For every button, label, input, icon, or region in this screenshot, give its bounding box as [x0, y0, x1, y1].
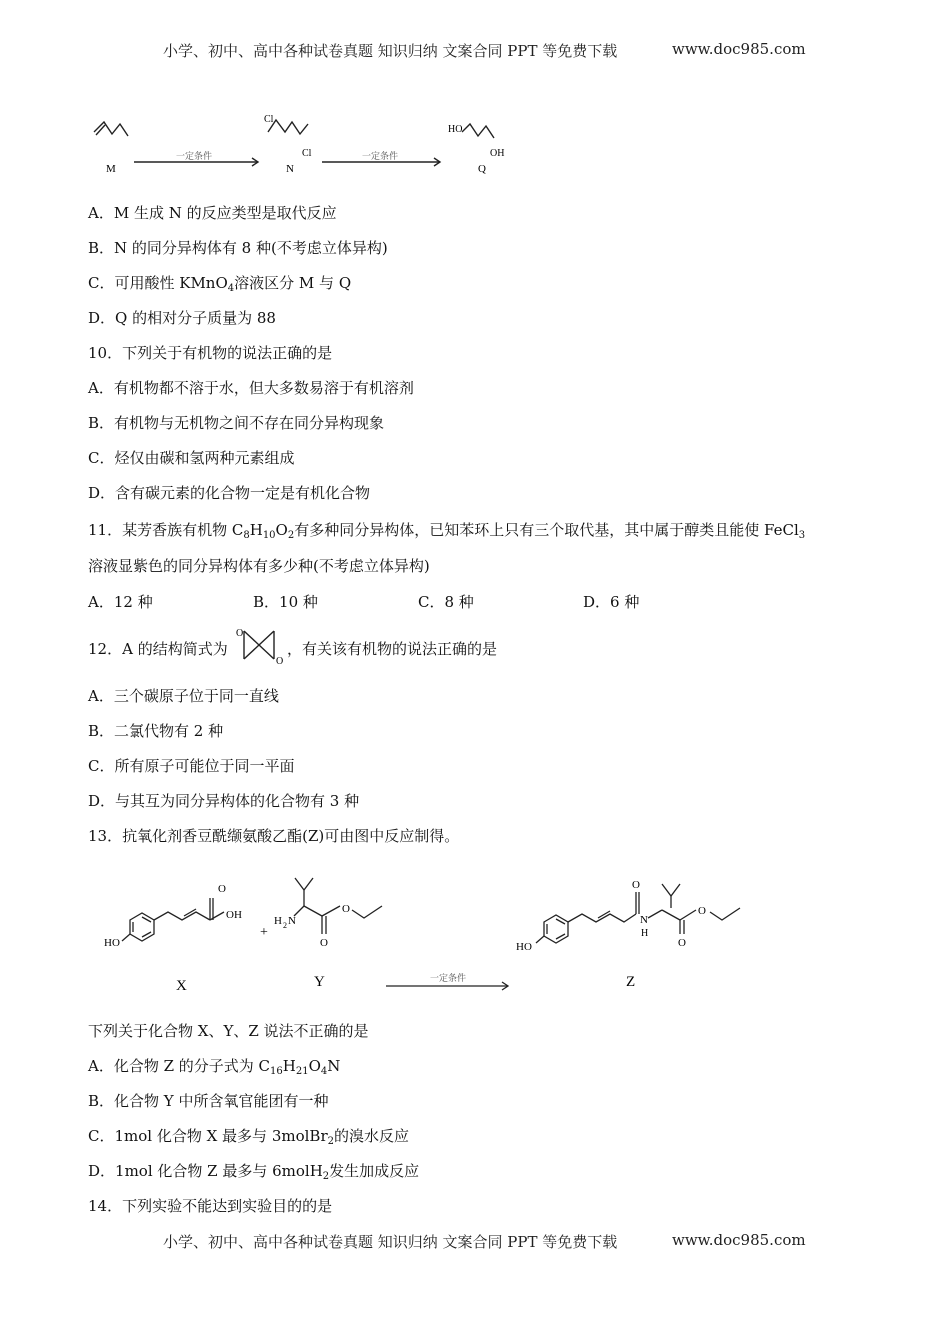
y-o2: O [342, 903, 350, 915]
q13-stem: 13．抗氧化剂香豆酰缬氨酸乙酯(Z)可由图中反应制得。 [88, 827, 460, 845]
arrow2-condition: 一定条件 [362, 151, 399, 161]
footer-text: 小学、初中、高中各种试卷真题 知识归纳 文案合同 PPT 等免费下载 [163, 1233, 618, 1251]
q13-d-post: 发生加成反应 [329, 1162, 420, 1180]
header-url[interactable]: www.doc985.com [672, 40, 806, 58]
q13-a-m2: O [308, 1057, 321, 1075]
q13-a-post: N [327, 1057, 341, 1075]
footer-url[interactable]: www.doc985.com [672, 1231, 806, 1249]
reaction-scheme-mnq [80, 110, 540, 185]
q14-stem: 14．下列实验不能达到实验目的的是 [88, 1197, 333, 1215]
label-ho: HO [448, 124, 463, 135]
q11-option-b: B．10 种 [253, 593, 318, 611]
q12-structure [234, 622, 286, 668]
q13-a-m1: H [282, 1057, 296, 1075]
q12-stem-pre: 12．A 的结构简式为 [88, 640, 228, 658]
q11-s1b: H [249, 521, 263, 539]
q11-sub3: 2 [287, 530, 295, 541]
q13-arrow-condition: 一定条件 [430, 973, 467, 983]
x-o: O [218, 883, 226, 895]
z-ho: HO [516, 941, 532, 953]
q10-option-a: A．有机物都不溶于水，但大多数易溶于有机溶剂 [88, 379, 414, 397]
label-x: X [176, 978, 187, 994]
q11-stem-line1 [88, 520, 805, 540]
m-skeleton [94, 122, 128, 136]
q11-option-d: D．6 种 [583, 593, 640, 611]
q13-a-sub1: 16 [270, 1066, 283, 1077]
q-skeleton [462, 124, 494, 138]
q13-a-pre: A．化合物 Z 的分子式为 C [88, 1057, 271, 1075]
q11-sub2: 10 [262, 530, 276, 541]
q13-c-sub: 2 [327, 1136, 334, 1147]
q13-c-post: 的溴水反应 [334, 1127, 410, 1145]
label-z: Z [626, 974, 636, 990]
q13-c-pre: C．1mol 化合物 X 最多与 3molBr [88, 1127, 328, 1145]
q11-sub1: 8 [243, 530, 250, 541]
q9-c-sub: 4 [227, 283, 235, 294]
label-q: Q [478, 163, 486, 175]
q9-option-b: B．N 的同分异构体有 8 种(不考虑立体异构) [88, 239, 388, 257]
q13-a-sub3: 4 [320, 1066, 328, 1077]
q12-option-c: C．所有原子可能位于同一平面 [88, 757, 295, 775]
z-h: H [641, 928, 649, 939]
q12-stem-post: ，有关该有机物的说法正确的是 [287, 640, 498, 658]
q10-option-c: C．烃仅由碳和氢两种元素组成 [88, 449, 295, 467]
z-n: N [640, 914, 648, 926]
label-y: Y [314, 974, 325, 990]
z-o1: O [632, 879, 640, 891]
q11-option-c: C．8 种 [418, 593, 474, 611]
q13-intro: 下列关于化合物 X、Y、Z 说法不正确的是 [88, 1022, 369, 1040]
q11-stem-line2: 溶液显紫色的同分异构体有多少种(不考虑立体异构) [88, 557, 430, 575]
y-h: H [274, 915, 282, 927]
x-oh: OH [226, 909, 242, 921]
q11-sub4: 3 [798, 530, 806, 541]
q9-option-c [88, 273, 351, 293]
q10-option-d: D．含有碳元素的化合物一定是有机化合物 [88, 484, 371, 502]
q12-option-b: B．二氯代物有 2 种 [88, 722, 224, 740]
y-two: 2 [283, 921, 287, 930]
q10-option-b: B．有机物与无机物之间不存在同分异构现象 [88, 414, 385, 432]
q11-option-a: A．12 种 [88, 593, 153, 611]
label-n: N [286, 163, 294, 175]
q13-d-pre: D．1mol 化合物 Z 最多与 6molH [88, 1162, 323, 1180]
q13-reaction-scheme [90, 868, 770, 998]
label-oh: OH [490, 148, 505, 159]
q13-option-c [88, 1126, 409, 1146]
q13-a-sub2: 21 [295, 1066, 309, 1077]
y-n: N [288, 915, 296, 927]
x-ho: HO [104, 937, 120, 949]
q11-s1a: 11．某芳香族有机物 C [88, 521, 244, 539]
q9-c-post: 溶液区分 M 与 Q [234, 274, 352, 292]
n-skeleton [268, 120, 308, 134]
z-o2: O [678, 937, 686, 949]
label-m: M [106, 163, 116, 175]
q9-option-a: A．M 生成 N 的反应类型是取代反应 [88, 204, 337, 222]
header-text: 小学、初中、高中各种试卷真题 知识归纳 文案合同 PPT 等免费下载 [163, 42, 618, 60]
q13-option-a [88, 1056, 340, 1076]
q12-option-a: A．三个碳原子位于同一直线 [88, 687, 279, 705]
arrow1-condition: 一定条件 [176, 151, 213, 161]
q13-option-b: B．化合物 Y 中所含氧官能团有一种 [88, 1092, 329, 1110]
y-o1: O [320, 937, 328, 949]
label-cl2: Cl [302, 148, 312, 159]
q12-option-d: D．与其互为同分异构体的化合物有 3 种 [88, 792, 360, 810]
label-cl1: Cl [264, 114, 274, 125]
q12-o2: O [276, 656, 284, 667]
plus-sign: + [260, 925, 268, 940]
q13-d-sub: 2 [322, 1171, 330, 1182]
z-o3: O [698, 905, 706, 917]
q9-option-d: D．Q 的相对分子质量为 88 [88, 309, 276, 327]
q10-stem: 10．下列关于有机物的说法正确的是 [88, 344, 333, 362]
q13-option-d [88, 1161, 419, 1181]
q9-c-pre: C．可用酸性 KMnO [88, 274, 228, 292]
q11-s1c: O [275, 521, 288, 539]
q11-s1d: 有多种同分异构体，已知苯环上只有三个取代基，其中属于醇类且能使 FeCl [294, 521, 799, 539]
q12-o1: O [236, 628, 244, 639]
